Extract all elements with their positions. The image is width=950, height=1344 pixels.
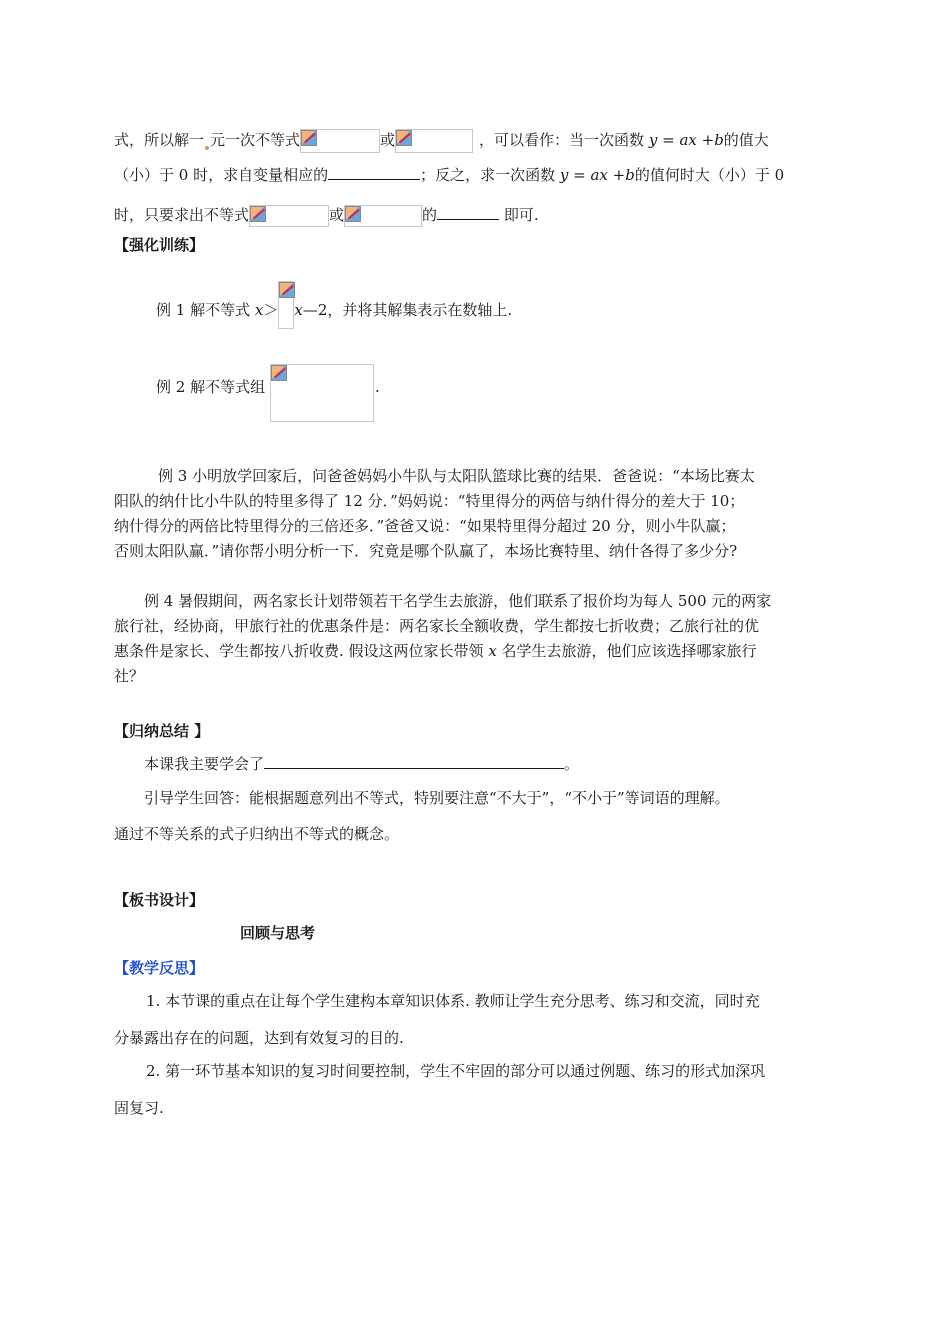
- formula-image: [300, 129, 380, 153]
- text: 元一次不等式: [210, 131, 301, 149]
- text: （小）于 0 时，求自变量相应的: [114, 166, 329, 184]
- text: 名学生去旅游，他们应该选择哪家旅行: [496, 642, 757, 660]
- text: 的值何时大（小）于 0: [634, 166, 785, 184]
- answer-blank: [437, 203, 499, 220]
- example-3-line3: 纳什得分的两倍比特里得分的三倍还多．”爸爸又说：“如果特里得分超过 20 分，则小牛队赢；: [114, 517, 736, 535]
- text: 的: [422, 206, 438, 224]
- reflection-item1-line2: 分暴露出存在的问题，达到有效复习的目的.: [114, 1029, 404, 1047]
- math-var: b: [625, 166, 635, 184]
- fraction-image: [278, 281, 294, 329]
- text: 例 2 解不等式组: [156, 378, 266, 396]
- formula-image: [395, 129, 473, 153]
- text: 或: [329, 206, 345, 224]
- text: =: [657, 131, 680, 149]
- inequality-system-image: [270, 364, 374, 422]
- math-var: b: [714, 131, 724, 149]
- broken-image-icon: [279, 282, 295, 298]
- section-heading-board: 【板书设计】: [114, 891, 205, 909]
- answer-blank: [328, 163, 420, 180]
- answer-blank: [264, 752, 564, 769]
- text: 惠条件是家长、学生都按八折收费. 假设这两位家长带领: [114, 642, 489, 660]
- example-3-line2: 阳队的纳什比小牛队的特里多得了 12 分．”妈妈说：“特里得分的两倍与纳什得分的差大于 10；: [114, 492, 745, 510]
- example-2: [156, 376, 265, 398]
- reflection-item1-line1: 1. 本节课的重点在让每个学生建构本章知识体系. 教师让学生充分思考、练习和交流，同时充: [146, 992, 760, 1010]
- text: 式，所以解一: [114, 131, 205, 149]
- text: 的值大: [723, 131, 769, 149]
- math-var: x: [488, 642, 497, 660]
- broken-image-icon: [301, 130, 317, 146]
- text: +: [607, 166, 626, 184]
- stray-mark: [205, 146, 209, 150]
- broken-image-icon: [271, 365, 287, 381]
- math-var: x: [254, 301, 264, 319]
- math-var: ax: [679, 131, 697, 149]
- example-4-line1: 例 4 暑假期间，两名家长计划带领若干名学生去旅游，他们联系了报价均为每人 500 元的两家: [144, 592, 772, 610]
- example-1: [156, 281, 512, 329]
- text: —2，并将其解集表示在数轴上.: [302, 301, 513, 319]
- para1-line3: [114, 203, 539, 227]
- broken-image-icon: [396, 130, 412, 146]
- formula-image: [249, 205, 329, 227]
- math-var: x: [294, 301, 303, 319]
- broken-image-icon: [345, 206, 361, 222]
- math-var: y: [648, 131, 658, 149]
- text: 时，只要求出不等式: [114, 206, 250, 224]
- section-heading-summary: 【归纳总结 】: [114, 722, 210, 740]
- example-4-line3: [114, 640, 757, 662]
- para1-line1: [114, 129, 769, 153]
- summary-line3: 通过不等关系的式子归纳出不等式的概念。: [114, 825, 400, 843]
- text: ；反之，求一次函数: [420, 166, 556, 184]
- example-4-line2: 旅行社，经协商，甲旅行社的优惠条件是：两名家长全额收费，学生都按七折收费；乙旅行社的优: [114, 617, 760, 635]
- example-4-line4: 社？: [114, 667, 145, 685]
- summary-line1: [144, 752, 579, 775]
- broken-image-icon: [250, 206, 266, 222]
- section-heading-reflection: 【教学反思】: [114, 959, 205, 977]
- text: 或: [380, 131, 396, 149]
- math-var: ax: [590, 166, 608, 184]
- section-heading-training: 【强化训练】: [114, 236, 205, 254]
- board-title: 回顾与思考: [240, 924, 316, 942]
- text: ＞: [263, 301, 279, 319]
- text: ，可以看作：当一次函数: [479, 131, 645, 149]
- formula-image: [344, 205, 422, 227]
- text: 。: [564, 755, 580, 773]
- text: .: [375, 378, 380, 396]
- summary-line2: 引导学生回答：能根据题意列出不等式，特别要注意“不大于”，“不小于”等词语的理解。: [144, 789, 730, 807]
- reflection-item2-line1: 2. 第一环节基本知识的复习时间要控制，学生不牢固的部分可以通过例题、练习的形式加深巩: [146, 1062, 766, 1080]
- example-3-line1: 例 3 小明放学回家后，问爸爸妈妈小牛队与太阳队篮球比赛的结果．爸爸说：“本场比赛太: [158, 467, 755, 485]
- reflection-item2-line2: 固复习.: [114, 1099, 164, 1117]
- text: 例 1 解不等式: [156, 301, 255, 319]
- para1-line2: [114, 163, 784, 186]
- text: =: [568, 166, 591, 184]
- text: +: [696, 131, 715, 149]
- text: 本课我主要学会了: [144, 755, 265, 773]
- example-3-line4: 否则太阳队赢．”请你帮小明分析一下．究竟是哪个队赢了，本场比赛特里、纳什各得了多少分?: [114, 542, 738, 560]
- text: 即可.: [499, 206, 539, 224]
- math-var: y: [559, 166, 569, 184]
